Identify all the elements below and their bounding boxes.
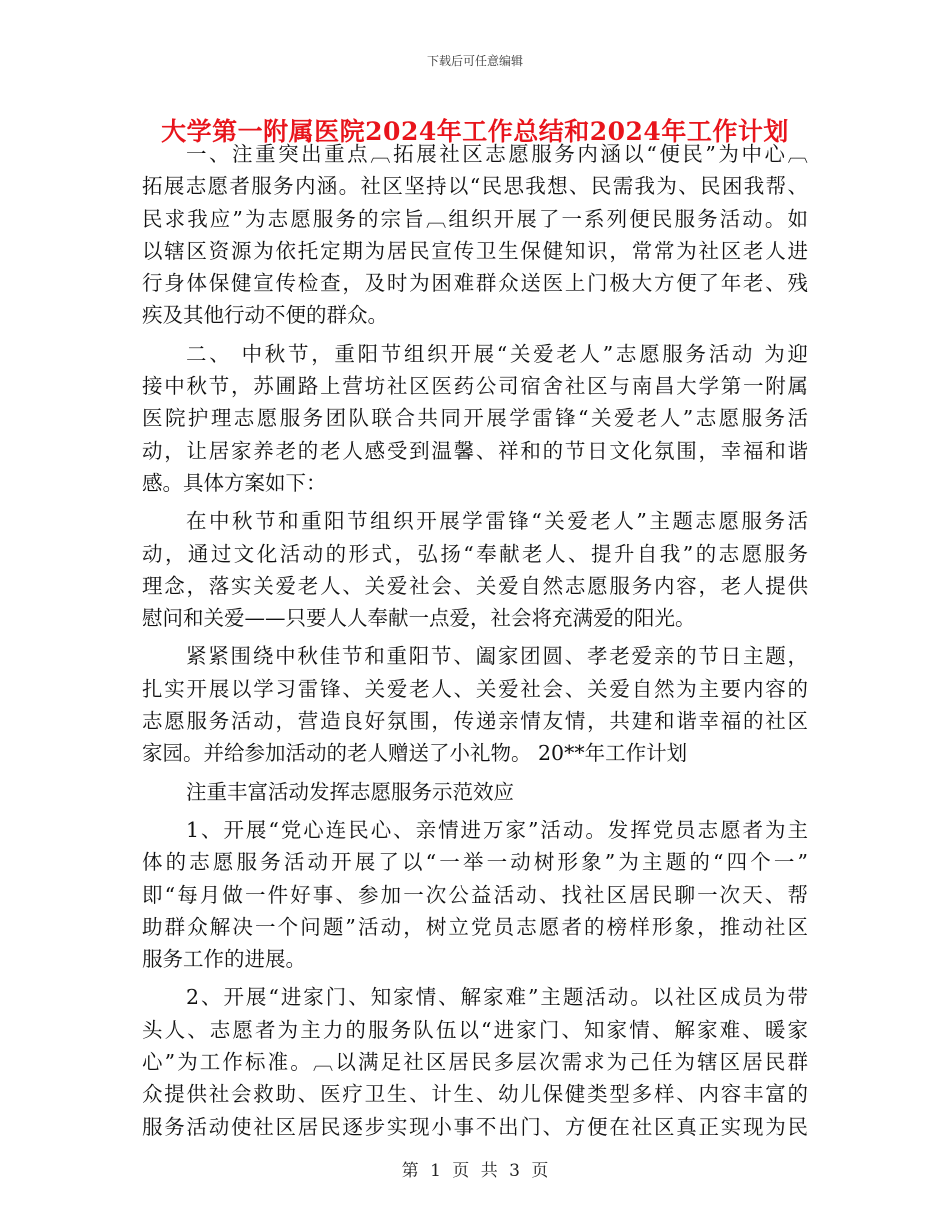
text-line: 疾及其他行动不便的群众。: [142, 303, 388, 328]
paragraph-2: [142, 338, 808, 499]
text-line: 众提供社会救助、医疗卫生、计生、幼儿保健类型多样、内容丰富的: [142, 1082, 808, 1107]
text-line: 拓展志愿者服务内涵。社区坚持以“民思我想、民需我为、民困我帮、: [142, 174, 808, 199]
text-line: 助群众解决一个问题”活动，树立党员志愿者的榜样形象，推动社区: [142, 914, 808, 939]
text-line: 以辖区资源为依托定期为居民宣传卫生保健知识，常常为社区老人进: [142, 238, 808, 263]
text-line: 志愿服务活动，营造良好氛围，传递亲情友情，共建和谐幸福的社区: [142, 709, 808, 734]
text-line: 行身体保健宣传检查，及时为困难群众送医上门极大方便了年老、残: [142, 271, 808, 296]
paragraph-6: [142, 814, 808, 975]
page-footer: 第 1 页 共 3 页: [401, 1161, 549, 1181]
text-line: 动，通过文化活动的形式，弘扬“奉献老人、提升自我”的志愿服务: [142, 541, 808, 566]
paragraph-3: [142, 505, 808, 634]
text-line: 注重丰富活动发挥志愿服务示范效应: [186, 779, 514, 804]
document-title: 大学第一附属医院2024年工作总结和2024年工作计划: [161, 117, 789, 146]
text-line: 体的志愿服务活动开展了以“一举一动树形象”为主题的“四个一”: [142, 850, 808, 875]
text-line: 一、注重突出重点︹拓展社区志愿服务内涵以“便民”为中心︹: [186, 142, 808, 166]
header-note: 下载后可任意编辑: [426, 54, 523, 68]
text-line: 二、 中秋节，重阳节组织开展“关爱老人”志愿服务活动 为迎: [186, 341, 808, 366]
paragraph-4: [142, 640, 808, 769]
paragraph-7: [142, 981, 808, 1142]
text-line: 心”为工作标准。︹以满足社区居民多层次需求为己任为辖区居民群: [142, 1050, 808, 1075]
paragraph-1: [142, 138, 808, 332]
text-line: 紧紧围绕中秋佳节和重阳节、阖家团圆、孝老爱亲的节日主题，: [186, 644, 808, 669]
text-line: 头人、志愿者为主力的服务队伍以“进家门、知家情、解家难、暖家: [142, 1017, 808, 1042]
text-line: 理念，落实关爱老人、关爱社会、关爱自然志愿服务内容，老人提供: [142, 573, 808, 598]
document-body: [142, 138, 808, 1143]
text-line: 即“每月做一件好事、参加一次公益活动、找社区居民聊一次天、帮: [142, 882, 808, 907]
text-line: 2、开展“进家门、知家情、解家难”主题活动。以社区成员为带: [186, 985, 808, 1010]
text-line: 服务工作的进展。: [142, 947, 306, 972]
text-line: 感。具体方案如下：: [142, 470, 327, 495]
text-line: 接中秋节，苏圃路上营坊社区医药公司宿舍社区与南昌大学第一附属: [142, 374, 808, 399]
text-line: 服务活动使社区居民逐步实现小事不出门、方便在社区真正实现为民: [142, 1114, 808, 1139]
text-line: 1、开展“党心连民心、亲情进万家”活动。发挥党员志愿者为主: [186, 817, 808, 842]
text-line: 医院护理志愿服务团队联合共同开展学雷锋“关爱老人”志愿服务活: [142, 406, 808, 431]
text-line: 在中秋节和重阳节组织开展学雷锋“关爱老人”主题志愿服务活: [186, 509, 808, 534]
text-line: 民求我应”为志愿服务的宗旨︹组织开展了一系列便民服务活动。如: [142, 206, 808, 231]
text-line: 家园。并给参加活动的老人赠送了小礼物。 20**年工作计划: [142, 741, 688, 766]
text-line: 扎实开展以学习雷锋、关爱老人、关爱社会、关爱自然为主要内容的: [142, 676, 808, 701]
text-line: 动，让居家养老的老人感受到温馨、祥和的节日文化氛围，幸福和谐: [142, 438, 808, 463]
paragraph-5: [142, 776, 808, 808]
text-line: 慰问和关爱——只要人人奉献一点爱，社会将充满爱的阳光。: [142, 606, 696, 631]
